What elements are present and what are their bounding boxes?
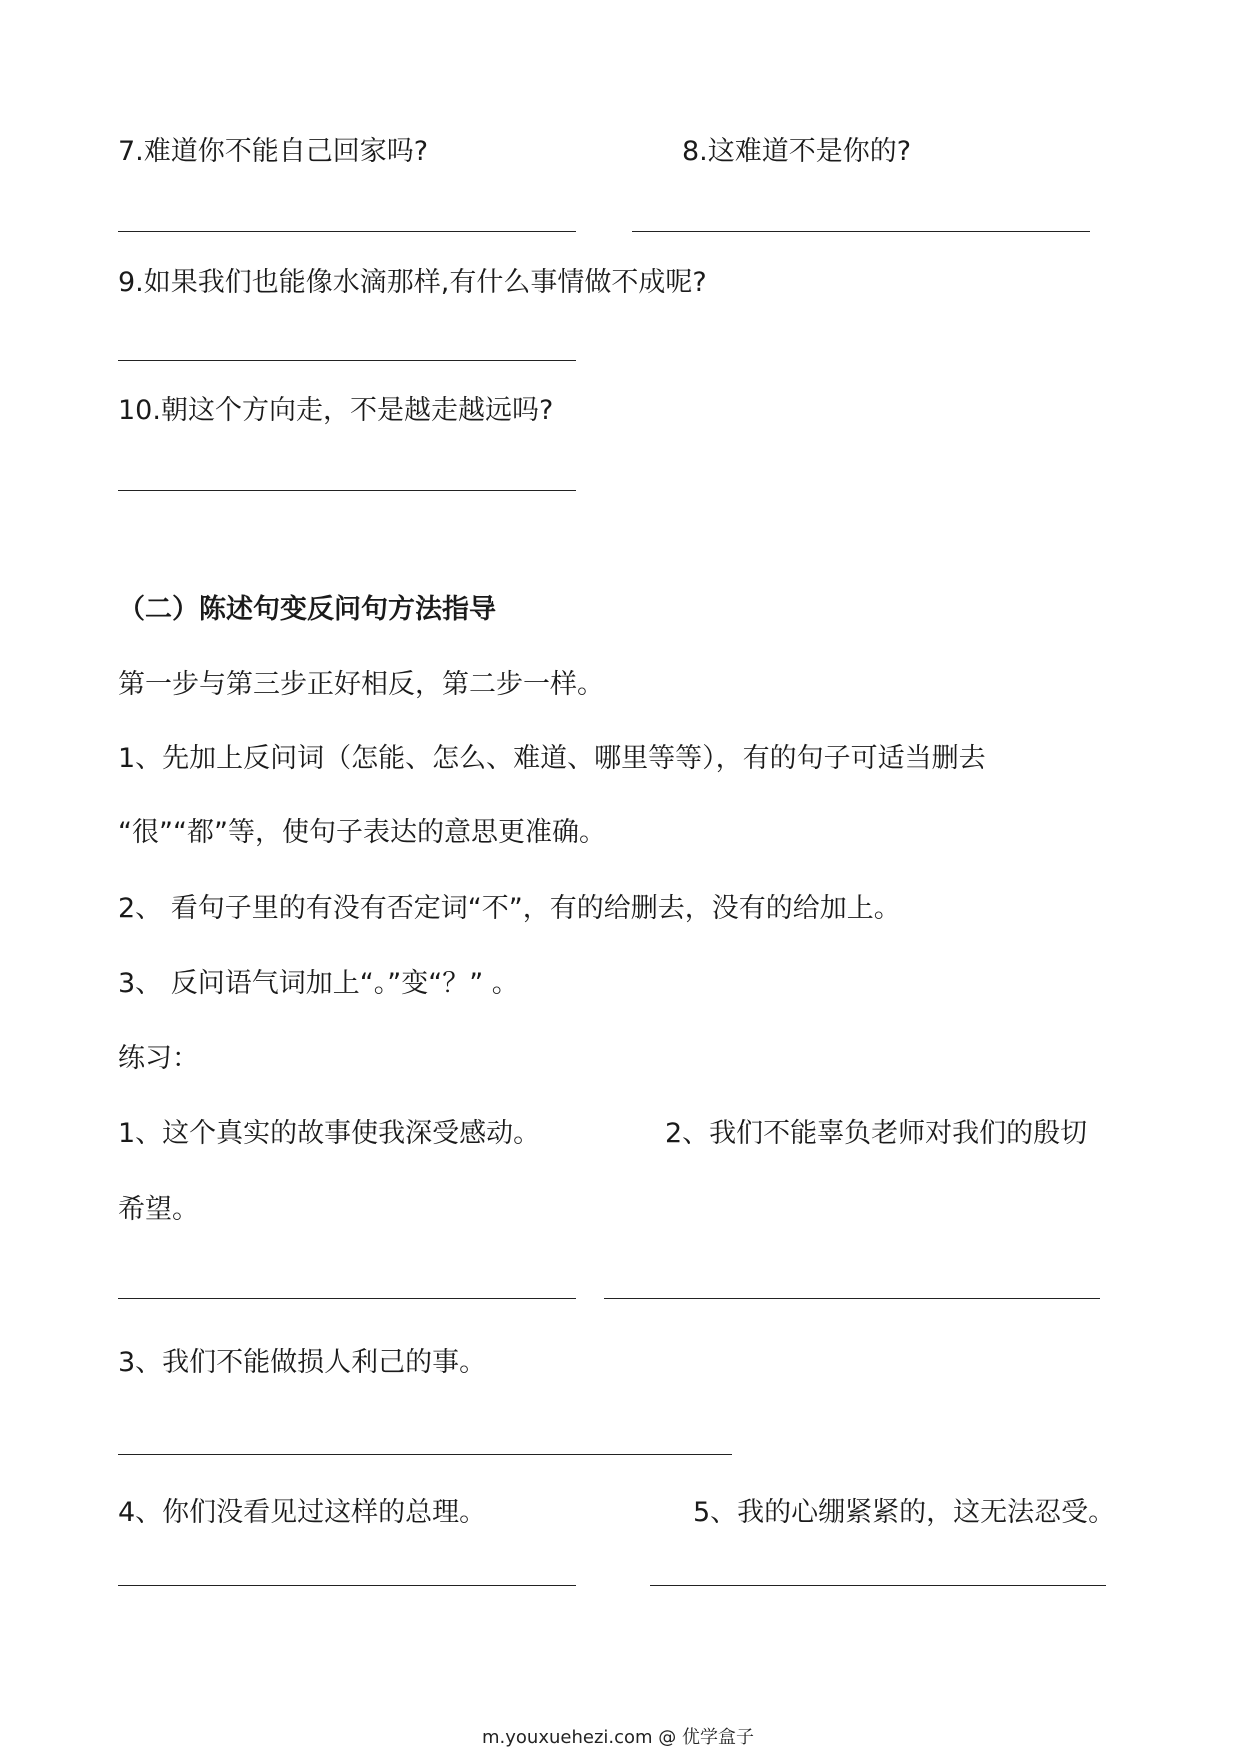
exercise-2-line-1: 2、我们不能辜负老师对我们的殷切 — [665, 1118, 1088, 1149]
question-9: 9.如果我们也能像水滴那样,有什么事情做不成呢? — [118, 267, 707, 298]
intro-text: 第一步与第三步正好相反，第二步一样。 — [118, 669, 604, 700]
answer-line-9[interactable] — [118, 360, 576, 361]
answer-line-ex5[interactable] — [650, 1585, 1106, 1586]
exercise-3: 3、我们不能做损人利己的事。 — [118, 1347, 487, 1378]
answer-line-ex3[interactable] — [118, 1454, 732, 1455]
step-3: 3、 反问语气词加上“。”变“？” 。 — [118, 968, 519, 999]
question-8: 8.这难道不是你的? — [682, 136, 912, 167]
step-2: 2、 看句子里的有没有否定词“不”，有的给删去，没有的给加上。 — [118, 893, 901, 924]
footer-watermark: m.youxuehezi.com @ 优学盒子 — [482, 1727, 755, 1748]
exercise-2-line-2: 希望。 — [118, 1194, 199, 1225]
question-7: 7.难道你不能自己回家吗? — [118, 136, 429, 167]
exercise-4: 4、你们没看见过这样的总理。 — [118, 1497, 487, 1528]
question-10: 10.朝这个方向走，不是越走越远吗? — [118, 395, 554, 426]
answer-line-ex4[interactable] — [118, 1585, 576, 1586]
answer-line-8[interactable] — [632, 231, 1090, 232]
exercise-1: 1、这个真实的故事使我深受感动。 — [118, 1118, 541, 1149]
exercise-5: 5、我的心绷紧紧的，这无法忍受。 — [693, 1497, 1116, 1528]
section-heading: （二）陈述句变反问句方法指导 — [118, 594, 496, 625]
practice-label: 练习： — [118, 1043, 199, 1074]
answer-line-10[interactable] — [118, 490, 576, 491]
answer-line-7[interactable] — [118, 231, 576, 232]
answer-line-ex2[interactable] — [604, 1298, 1100, 1299]
step-1-line-2: “很”“都”等，使句子表达的意思更准确。 — [118, 817, 606, 848]
answer-line-ex1[interactable] — [118, 1298, 576, 1299]
step-1-line-1: 1、先加上反问词（怎能、怎么、难道、哪里等等），有的句子可适当删去 — [118, 743, 986, 774]
